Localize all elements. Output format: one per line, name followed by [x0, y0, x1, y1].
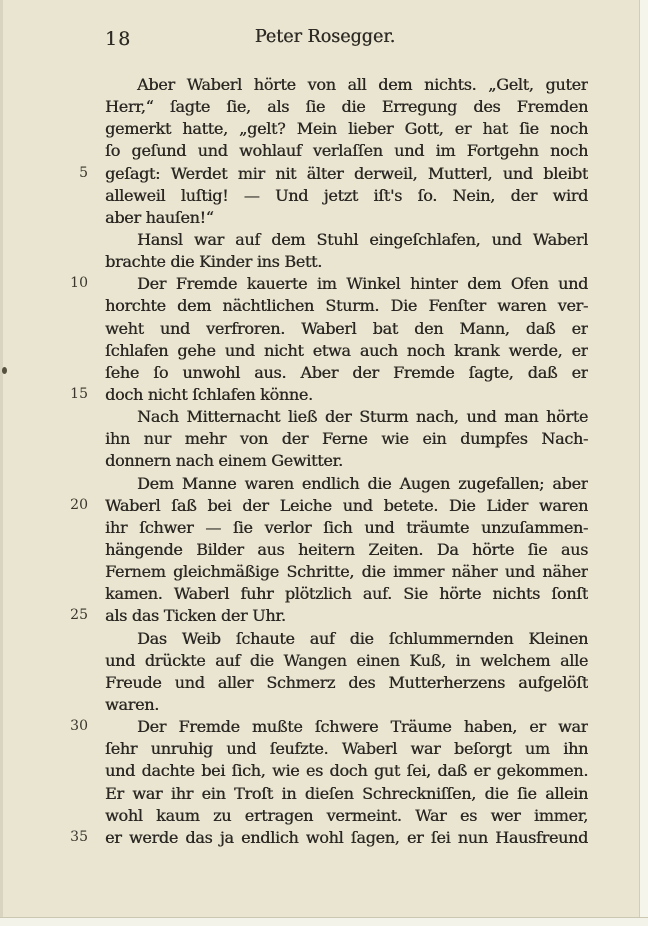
text-line: ihn nur mehr von der Ferne wie ein dumpfes Nach-: [105, 429, 588, 449]
text-line: als das Ticken der Uhr.: [105, 606, 286, 626]
text-line: Er war ihr ein Troſt in dieſen Schreckniſſen, die ſie allein: [105, 783, 588, 803]
text-line-row: [62, 650, 588, 672]
text-line: Hansl war auf dem Stuhl eingeſchlafen, und Waberl: [137, 229, 588, 249]
line-number: [62, 805, 105, 827]
text-line: ſo geſund und wohlauf verlaſſen und im Fortgehn noch: [105, 141, 588, 161]
text-line: horchte dem nächtlichen Sturm. Die Fenſter waren ver-: [105, 296, 588, 316]
line-number: [62, 362, 105, 384]
line-number: [62, 539, 105, 561]
line-number: [62, 118, 105, 140]
line-number: [62, 672, 105, 694]
line-number: 10: [70, 275, 88, 292]
scan-edge-left: [0, 0, 3, 926]
line-number: 25: [70, 607, 88, 624]
line-number: [62, 96, 105, 118]
line-number: [62, 74, 105, 96]
text-line-row: [62, 672, 588, 694]
text-line-row: [62, 295, 588, 317]
text-line-row: [62, 583, 588, 605]
text-line: kamen. Waberl fuhr plötzlich auf. Sie hörte nichts ſonſt: [105, 584, 588, 604]
text-line-row: [62, 628, 588, 650]
line-number: [62, 340, 105, 362]
text-line: er werde das ja endlich wohl ſagen, er ſei nun Hausfreund: [105, 827, 588, 847]
text-line-row: [62, 185, 588, 207]
text-line-row: [62, 805, 588, 827]
text-line-row: [62, 473, 588, 495]
line-number: [62, 406, 105, 428]
text-line-row: [62, 517, 588, 539]
line-number: [62, 318, 105, 340]
text-line-row: [62, 340, 588, 362]
page-number: 18: [105, 28, 132, 50]
line-number: [62, 140, 105, 162]
text-line: wohl kaum zu ertragen vermeint. War es wer immer,: [105, 805, 588, 825]
text-line: donnern nach einem Gewitter.: [105, 451, 343, 471]
text-line-row: [62, 118, 588, 140]
line-number: 20: [70, 496, 88, 513]
scan-speck: [2, 367, 7, 374]
text-line-row: [62, 827, 588, 849]
text-body: [62, 74, 588, 849]
line-number: [62, 628, 105, 650]
text-line: doch nicht ſchlafen könne.: [105, 384, 313, 404]
text-line-row: [62, 207, 588, 229]
text-line: geſagt: Werdet mir nit älter derweil, Mutterl, und bleibt: [105, 163, 588, 183]
text-line: ſchlafen gehe und nicht etwa auch noch krank werde, er: [105, 340, 588, 360]
line-number: [62, 783, 105, 805]
text-line: Nach Mitternacht ließ der Sturm nach, und man hörte: [137, 407, 588, 427]
text-line-row: [62, 251, 588, 273]
text-line: weht und verfroren. Waberl bat den Mann, daß er: [105, 318, 588, 338]
text-line: brachte die Kinder ins Bett.: [105, 252, 322, 272]
scan-edge-right: [639, 0, 648, 926]
text-line: waren.: [105, 694, 159, 714]
text-line-row: [62, 163, 588, 185]
text-line-row: [62, 384, 588, 406]
text-line: und drückte auf die Wangen einen Kuß, in welchem alle: [105, 650, 588, 670]
text-line: aber hauſen!“: [105, 207, 214, 227]
line-number: [62, 583, 105, 605]
line-number: [62, 229, 105, 251]
line-number: [62, 650, 105, 672]
line-number: [62, 428, 105, 450]
text-line: Der Fremde kauerte im Winkel hinter dem Ofen und: [137, 274, 588, 294]
text-line: hängende Bilder aus heitern Zeiten. Da hörte ſie aus: [105, 539, 588, 559]
text-line-row: [62, 74, 588, 96]
line-number: [62, 185, 105, 207]
text-line: Waberl ſaß bei der Leiche und betete. Die Lider waren: [105, 495, 588, 515]
text-line: Herr,“ ſagte ſie, als ſie die Erregung des Fremden: [105, 97, 588, 117]
text-line-row: [62, 716, 588, 738]
text-line-row: [62, 450, 588, 472]
text-line-row: [62, 738, 588, 760]
line-number: [62, 251, 105, 273]
line-number: 5: [79, 164, 88, 181]
text-line-row: [62, 694, 588, 716]
text-line-row: [62, 406, 588, 428]
line-number: [62, 738, 105, 760]
line-number: 15: [70, 385, 88, 402]
line-number: [62, 473, 105, 495]
text-line-row: [62, 96, 588, 118]
line-number: [62, 694, 105, 716]
text-line: Fernem gleichmäßige Schritte, die immer näher und näher: [105, 562, 588, 582]
running-header-title: Peter Rosegger.: [254, 27, 396, 47]
text-line-row: [62, 539, 588, 561]
text-line: gemerkt hatte, „gelt? Mein lieber Gott, er hat ſie noch: [105, 119, 588, 139]
text-line: ihr ſchwer — ſie verlor ſich und träumte unzuſammen-: [105, 517, 588, 537]
text-line: Freude und aller Schmerz des Mutterherzens aufgelöſt: [105, 672, 588, 692]
text-line: Dem Manne waren endlich die Augen zugefallen; aber: [137, 473, 588, 493]
scan-edge-bottom: [0, 917, 648, 926]
text-line: ſehe ſo unwohl aus. Aber der Fremde ſagte, daß er: [105, 362, 588, 382]
text-line: ſehr unruhig und ſeufzte. Waberl war beſorgt um ihn: [105, 739, 588, 759]
line-number: [62, 295, 105, 317]
text-line-row: [62, 318, 588, 340]
line-number: 30: [70, 718, 88, 735]
text-line: Das Weib ſchaute auf die ſchlummernden Kleinen: [137, 628, 588, 648]
text-line: Der Fremde mußte ſchwere Träume haben, er war: [137, 717, 588, 737]
text-line-row: [62, 495, 588, 517]
line-number: [62, 760, 105, 782]
text-line-row: [62, 273, 588, 295]
text-line-row: [62, 605, 588, 627]
line-number: [62, 450, 105, 472]
text-line: und dachte bei ſich, wie es doch gut ſei, daß er gekommen.: [105, 761, 588, 781]
text-line-row: [62, 783, 588, 805]
line-number: [62, 517, 105, 539]
text-line-row: [62, 140, 588, 162]
text-line-row: [62, 229, 588, 251]
line-number: [62, 561, 105, 583]
line-number: 35: [70, 828, 88, 845]
text-line-row: [62, 760, 588, 782]
text-line-row: [62, 362, 588, 384]
text-line: Aber Waberl hörte von all dem nichts. „Gelt, guter: [137, 75, 588, 94]
text-line: alleweil luſtig! — Und jetzt iſt's ſo. Nein, der wird: [105, 185, 588, 205]
text-line-row: [62, 428, 588, 450]
line-number: [62, 207, 105, 229]
page-header: [62, 27, 588, 53]
text-line-row: [62, 561, 588, 583]
